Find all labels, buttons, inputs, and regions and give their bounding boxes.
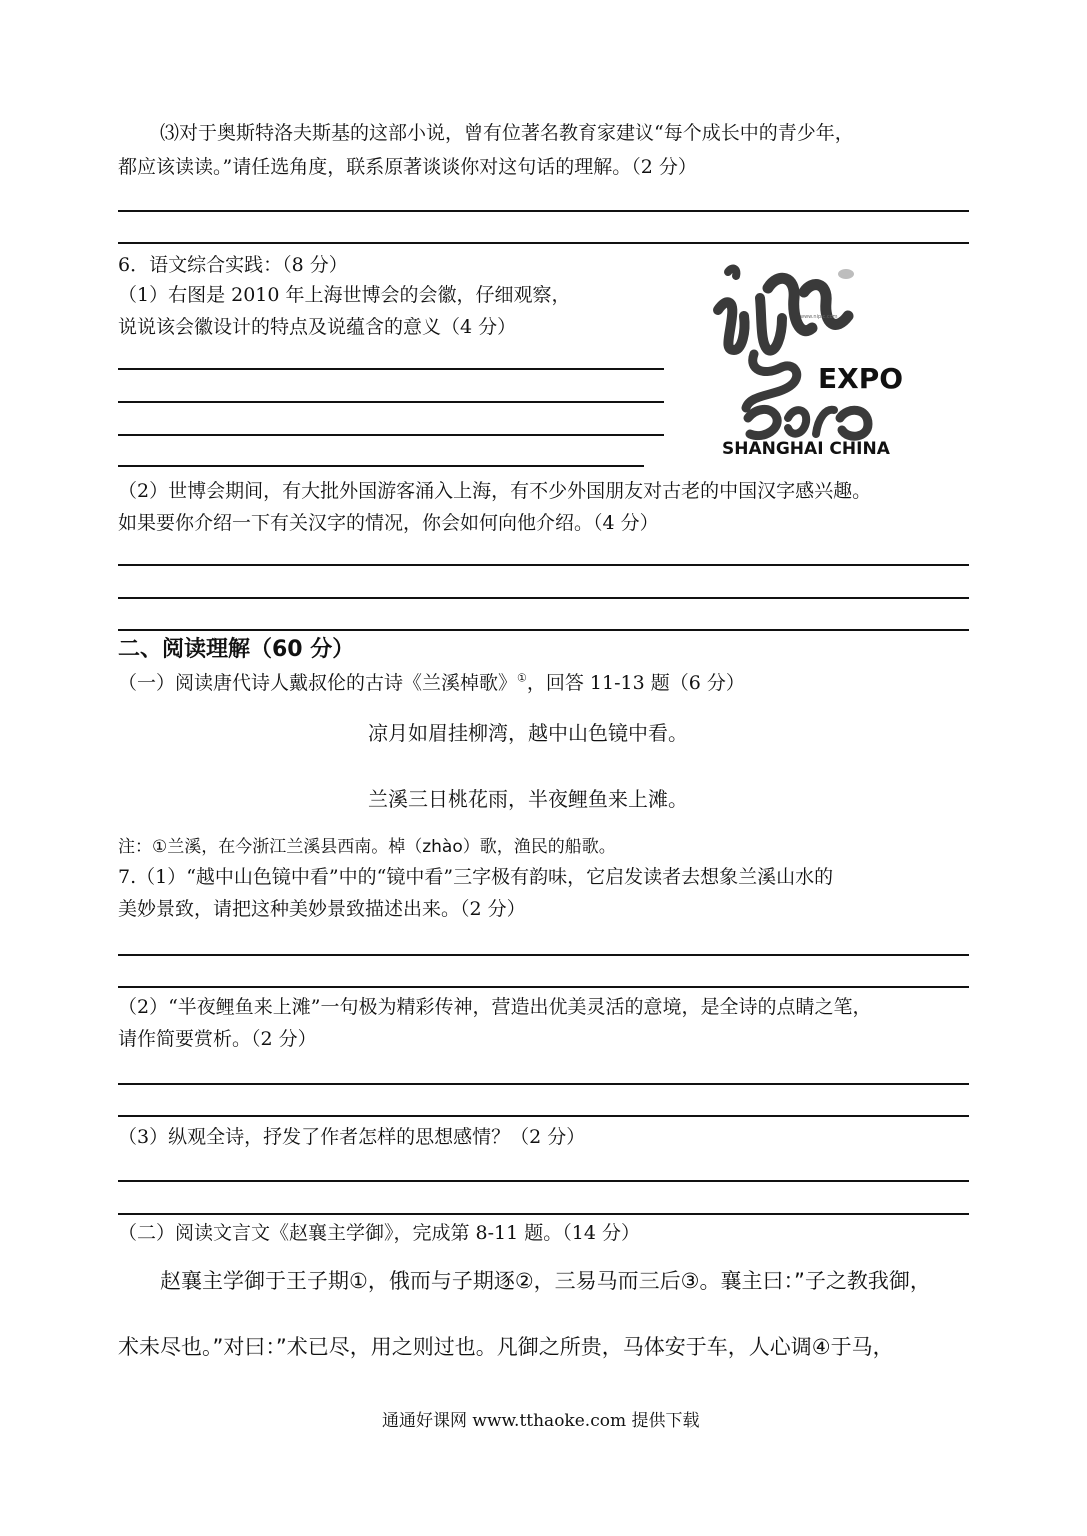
q7-part2-line1: （2）“半夜鲤鱼来上滩”一句极为精彩传神，营造出优美灵活的意境，是全诗的点睛之笔，	[118, 996, 872, 1018]
logo-expo-word: EXPO	[818, 362, 904, 395]
poem-note: 注：①兰溪，在今浙江兰溪县西南。棹（zhào）歌，渔民的船歌。	[118, 837, 616, 857]
answer-line	[118, 242, 969, 244]
answer-line	[118, 210, 969, 212]
answer-line	[118, 1213, 969, 1215]
part1-intro: （一）阅读唐代诗人戴叔伦的古诗《兰溪棹歌》①，回答 11-13 题（6 分）	[118, 671, 745, 694]
q7-part2-line2: 请作简要赏析。（2 分）	[118, 1028, 317, 1050]
q7-part3: （3）纵观全诗，抒发了作者怎样的思想感情？（2 分）	[118, 1126, 586, 1148]
answer-line	[118, 954, 969, 956]
q5-3-line1: ⑶对于奥斯特洛夫斯基的这部小说，曾有位著名教育家建议“每个成长中的青少年，	[160, 122, 854, 144]
answer-line	[118, 434, 664, 436]
answer-line	[118, 597, 969, 599]
q5-3-line2: 都应该读读。”请任选角度，联系原著谈谈你对这句话的理解。（2 分）	[118, 156, 697, 178]
answer-line	[118, 368, 664, 370]
q6-part1-line1: （1）右图是 2010 年上海世博会的会徽，仔细观察，	[118, 284, 571, 306]
footnote-marker: ①	[517, 671, 527, 685]
answer-line	[118, 401, 664, 403]
logo-watermark-url: www.nipic.com	[800, 314, 838, 320]
classical-text-line1: 赵襄主学御于王子期①，俄而与子期逐②，三易马而三后③。襄主曰：”子之教我御，	[160, 1269, 931, 1293]
q6-part2-line2: 如果要你介绍一下有关汉字的情况，你会如何向他介绍。（4 分）	[118, 512, 659, 534]
answer-line	[118, 465, 644, 467]
q6-part2-line1: （2）世博会期间，有大批外国游客涌入上海，有不少外国朋友对古老的中国汉字感兴趣。	[118, 480, 872, 502]
answer-line	[118, 1083, 969, 1085]
expo-2010-logo	[708, 258, 938, 458]
poem-line-1: 凉月如眉挂柳湾，越中山色镜中看。	[368, 721, 688, 745]
q6-title: 6．语文综合实践：（8 分）	[118, 254, 348, 276]
poem-line-2: 兰溪三日桃花雨，半夜鲤鱼来上滩。	[368, 787, 688, 811]
answer-line	[118, 986, 969, 988]
answer-line	[118, 629, 969, 631]
part2-title: （二）阅读文言文《赵襄主学御》，完成第 8-11 题。（14 分）	[118, 1222, 640, 1244]
q7-part1-line2: 美妙景致，请把这种美妙景致描述出来。（2 分）	[118, 898, 526, 920]
answer-line	[118, 564, 969, 566]
answer-line	[118, 1115, 969, 1117]
q7-part1-line1: 7.（1）“越中山色镜中看”中的“镜中看”三字极有韵味，它启发读者去想象兰溪山水的	[118, 866, 834, 888]
classical-text-line2: 术未尽也。”对曰：”术已尽，用之则过也。凡御之所贵，马体安于车，人心调④于马，	[118, 1335, 894, 1359]
section-heading: 二、阅读理解（60 分）	[118, 637, 355, 662]
page-footer: 通通好课网 www.tthaoke.com 提供下载	[382, 1411, 700, 1431]
q6-part1-line2: 说说该会徽设计的特点及说蕴含的意义（4 分）	[118, 316, 517, 338]
logo-city-name: SHANGHAI CHINA	[722, 439, 890, 458]
expo-emblem-icon	[708, 258, 938, 458]
logo-dot-icon	[838, 269, 854, 279]
answer-line	[118, 1180, 969, 1182]
